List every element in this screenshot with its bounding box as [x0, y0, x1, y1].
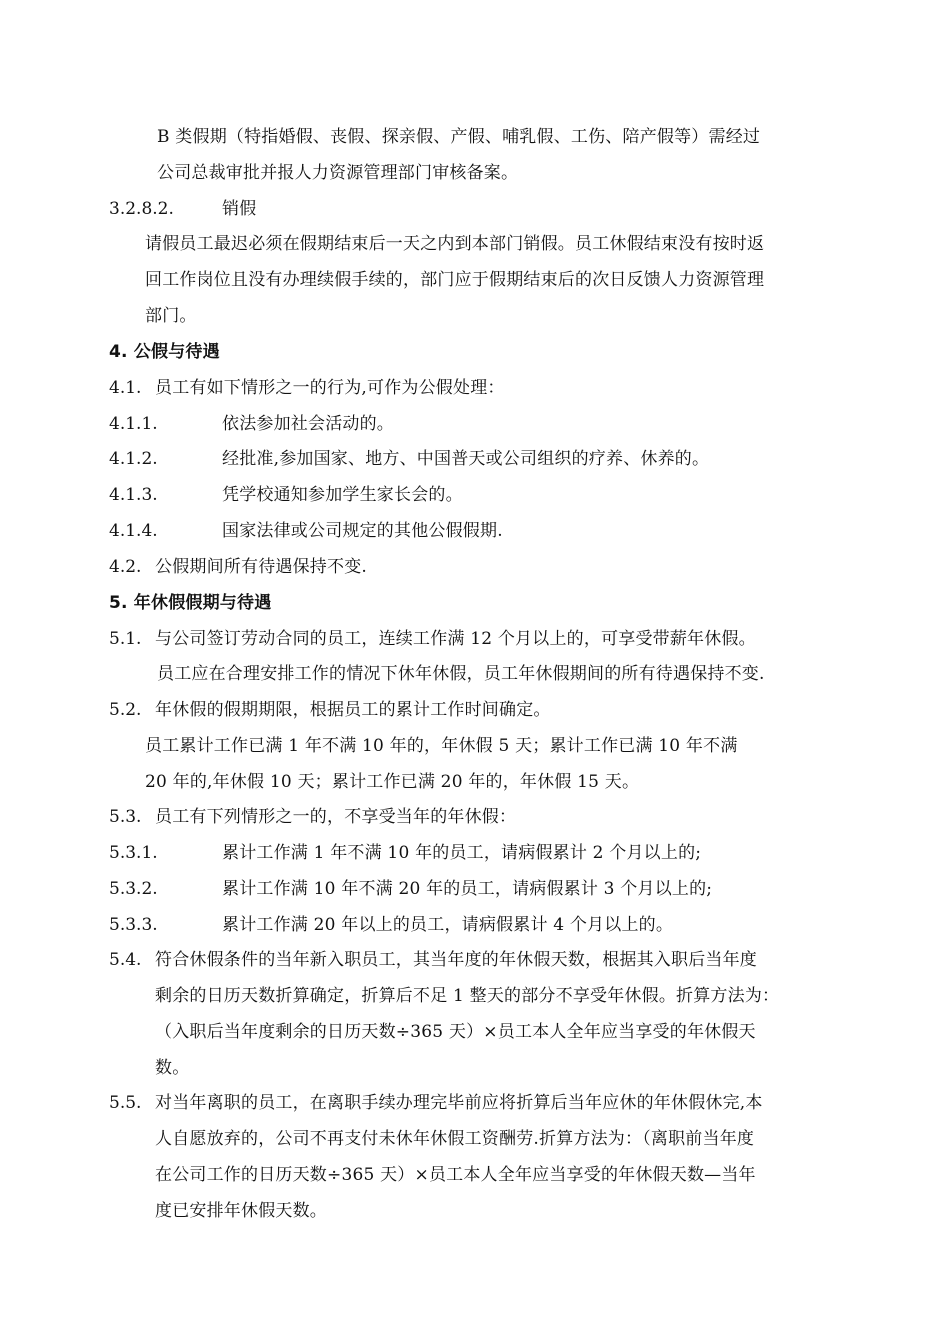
item-text-5-4-line2: 剩余的日历天数折算确定，折算后不足 1 整天的部分不享受年休假。折算方法为：: [155, 986, 780, 1006]
item-text-5-2-line3: 20 年的,年休假 10 天；累计工作已满 20 年的，年休假 15 天。: [145, 772, 640, 792]
item-number-5-3: 5.3.: [109, 807, 142, 827]
cancel-leave-line3: 部门。: [145, 306, 197, 326]
item-number-4-1-3: 4.1.3.: [109, 485, 158, 505]
section-4-heading: 4. 公假与待遇: [109, 342, 220, 362]
item-number-5-5: 5.5.: [109, 1093, 142, 1113]
item-text-5-3: 员工有下列情形之一的，不享受当年的年休假：: [155, 807, 517, 827]
item-text-5-4-line1: 符合休假条件的当年新入职员工，其当年度的年休假天数，根据其入职后当年度: [155, 950, 757, 970]
item-number-5-3-3: 5.3.3.: [109, 915, 158, 935]
item-text-5-3-3: 累计工作满 20 年以上的员工，请病假累计 4 个月以上的。: [222, 915, 674, 935]
item-text-5-2-line2: 员工累计工作已满 1 年不满 10 年的，年休假 5 天；累计工作已满 10 年不满: [145, 736, 738, 756]
item-number-4-1-1: 4.1.1.: [109, 414, 158, 434]
item-number-3-2-8-2: 3.2.8.2.: [109, 199, 174, 219]
item-text-4-1-2: 经批准,参加国家、地方、中国普天或公司组织的疗养、休养的。: [222, 449, 710, 469]
item-text-5-1-line2: 员工应在合理安排工作的情况下休年休假，员工年休假期间的所有待遇保持不变.: [157, 664, 765, 684]
item-text-4-1-3: 凭学校通知参加学生家长会的。: [222, 485, 463, 505]
item-text-5-2: 年休假的假期期限，根据员工的累计工作时间确定。: [155, 700, 551, 720]
b-class-approval-line1: B 类假期（特指婚假、丧假、探亲假、产假、哺乳假、工伤、陪产假等）需经过: [157, 127, 761, 147]
item-text-4-1-4: 国家法律或公司规定的其他公假假期.: [222, 521, 503, 541]
item-text-5-4-line4: 数。: [155, 1058, 190, 1078]
item-text-5-1-line1: 与公司签订劳动合同的员工，连续工作满 12 个月以上的，可享受带薪年休假。: [155, 629, 756, 649]
item-text-4-2: 公假期间所有待遇保持不变.: [155, 557, 368, 577]
cancel-leave-line2: 回工作岗位且没有办理续假手续的，部门应于假期结束后的次日反馈人力资源管理: [145, 270, 765, 290]
item-number-4-2: 4.2.: [109, 557, 142, 577]
item-number-5-3-2: 5.3.2.: [109, 879, 158, 899]
item-number-5-4: 5.4.: [109, 950, 142, 970]
item-text-4-1: 员工有如下情形之一的行为,可作为公假处理：: [155, 378, 505, 398]
item-number-4-1-4: 4.1.4.: [109, 521, 158, 541]
item-text-5-5-line2: 人自愿放弃的，公司不再支付未休年休假工资酬劳.折算方法为：（离职前当年度: [155, 1129, 755, 1149]
item-text-5-3-1: 累计工作满 1 年不满 10 年的员工，请病假累计 2 个月以上的;: [222, 843, 702, 863]
item-text-5-5-line4: 度已安排年休假天数。: [155, 1201, 327, 1221]
item-number-5-2: 5.2.: [109, 700, 142, 720]
b-class-approval-line2: 公司总裁审批并报人力资源管理部门审核备案。: [157, 163, 519, 183]
item-number-4-1: 4.1.: [109, 378, 142, 398]
item-text-5-3-2: 累计工作满 10 年不满 20 年的员工，请病假累计 3 个月以上的;: [222, 879, 713, 899]
cancel-leave-line1: 请假员工最迟必须在假期结束后一天之内到本部门销假。员工休假结束没有按时返: [145, 234, 765, 254]
item-number-4-1-2: 4.1.2.: [109, 449, 158, 469]
item-text-5-5-line3: 在公司工作的日历天数÷365 天）×员工本人全年应当享受的年休假天数—当年: [155, 1165, 756, 1185]
item-title-cancel-leave: 销假: [222, 199, 257, 219]
section-5-heading: 5. 年休假假期与待遇: [109, 593, 272, 613]
item-number-5-3-1: 5.3.1.: [109, 843, 158, 863]
item-text-5-5-line1: 对当年离职的员工，在离职手续办理完毕前应将折算后当年应休的年休假休完,本: [155, 1093, 763, 1113]
item-number-5-1: 5.1.: [109, 629, 142, 649]
item-text-5-4-line3: （入职后当年度剩余的日历天数÷365 天）×员工本人全年应当享受的年休假天: [155, 1022, 756, 1042]
item-text-4-1-1: 依法参加社会活动的。: [222, 414, 394, 434]
